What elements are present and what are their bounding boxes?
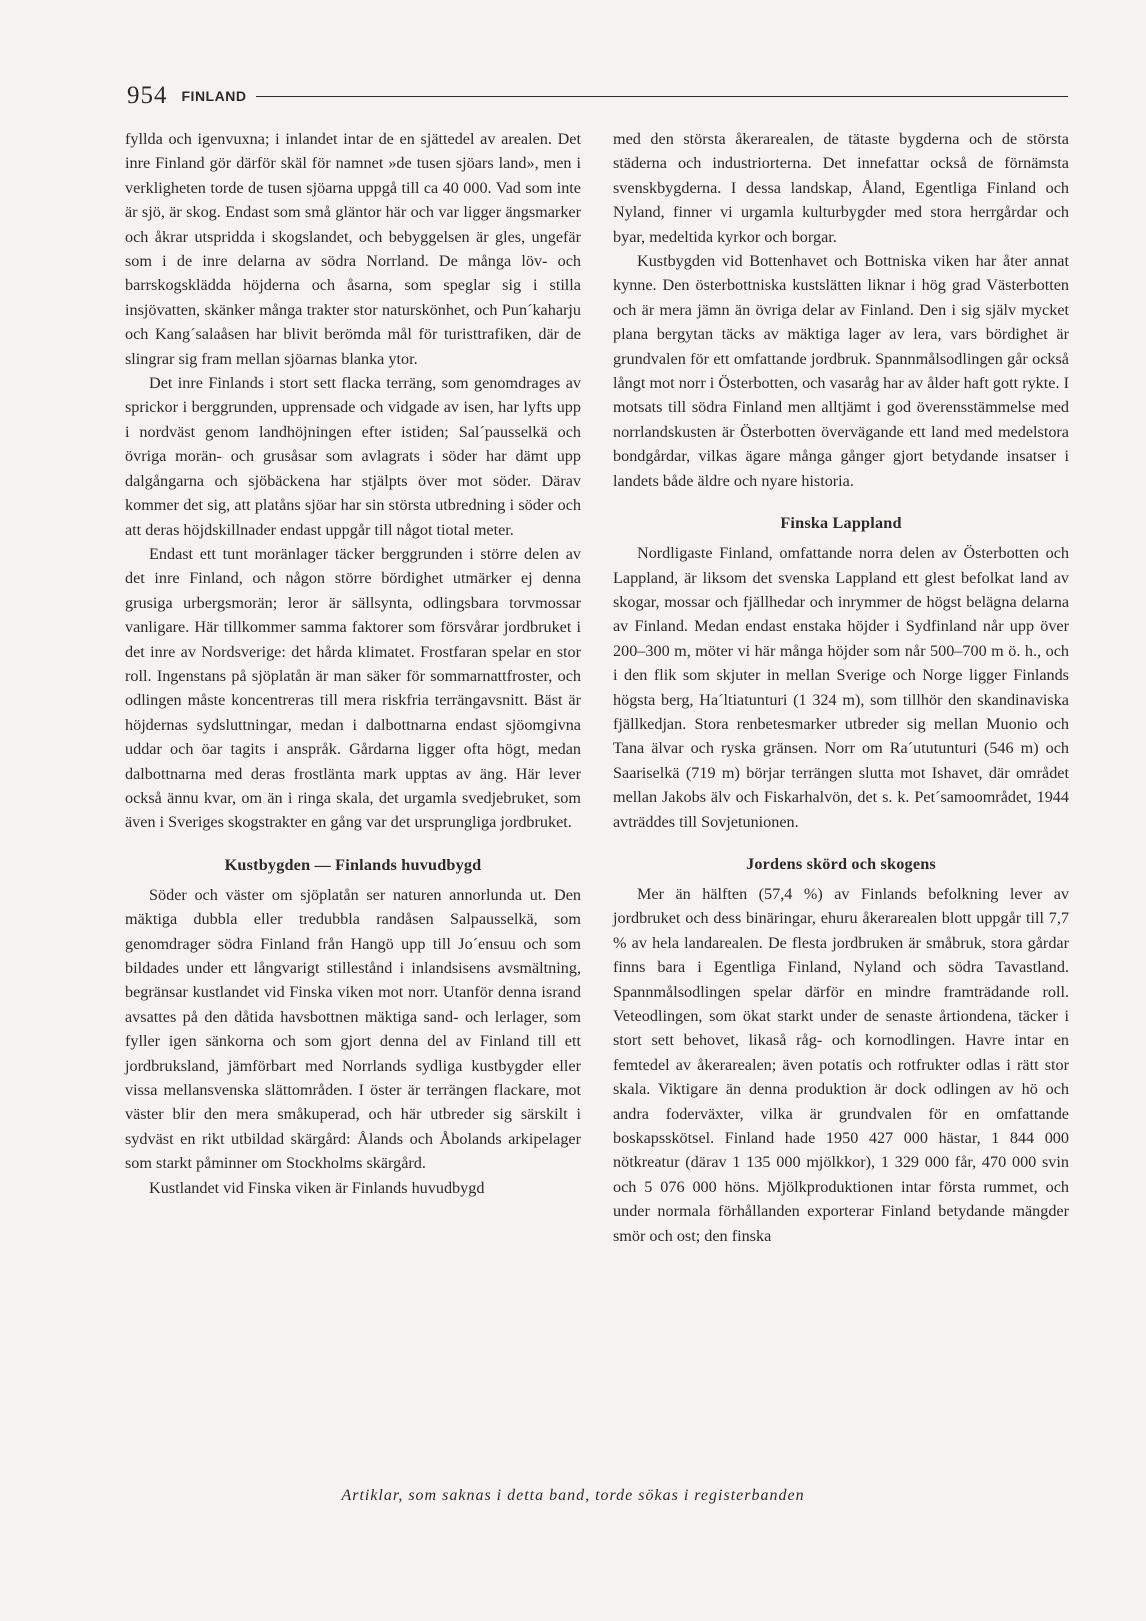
footer-note: Artiklar, som saknas i detta band, torde sökas i registerbanden xyxy=(341,1487,805,1504)
paragraph: med den största åkerarealen, de tätaste bygderna och de största städerna och industriorterna. Det innefattar också de förnämsta svenskbygderna. I dessa landskap, Åland, Egentliga Finland och Nyland, finner vi urgamla kulturbygder med stora herrgårdar och byar, medeltida kyrkor och borgar. xyxy=(613,130,1069,246)
paragraph: Kustbygden vid Bottenhavet och Bottniska viken har åter annat kynne. Den österbottniska kustslätten liknar i hög grad Västerbotten och är mera jämn än övriga delar av Finland. Den i sig själv mycket plana bergytan täcks av mäktiga lager av lera, vars bördighet är grundvalen för ett omfattande jordbruk. Spannmålsodlingen går också långt mot norr i Österbotten, och vasaråg har av ålder haft gott rykte. I motsats till södra Finland men alltjämt i god överensstämmelse med norrlandskusten är Österbotten övervägande ett land med medelstora bondgårdar, vilkas ägare många gånger gjort betydande insatser i landets både äldre och nyare historia. xyxy=(613,252,1069,490)
left-column xyxy=(125,127,581,1200)
paragraph: Endast ett tunt moränlager täcker berggrunden i större delen av det inre Finland, och någon större bördighet utmärker ej denna grusiga urbergsmorän; leror är sällsynta, odlingsbara torvmossar vanligare. Här tillkommer samma faktorer som försvårar jordbruket i det inre av Nordsverige: det hårda klimatet. Frostfaran spelar en stor roll. Ingenstans på sjöplatån är man säker för sommarnattfroster, och odlingen måste koncentreras till mera riskfria terrängavsnitt. Bäst är höjdernas sydsluttningar, medan i dalbottnarna endast sjöomgivna uddar och öar tagits i anspråk. Gårdarna ligger ofta högt, medan dalbottnarna med deras frostlänta mark upptas av äng. Här lever också ännu kvar, om än i ringa skala, det urgamla svedjebruket, som även i Sveriges skogstrakter en gång var det ursprungliga jordbruket. xyxy=(125,544,581,832)
paragraph: Mer än hälften (57,4 %) av Finlands befolkning lever av jordbruket och dess binäringar, ehuru åkerarealen blott uppgår till 7,7 % av hela landarealen. De flesta jordbruken är småbruk, stora gårdar finns bara i Egentliga Finland, Nyland och södra Tavastland. Spannmålsodlingen spelar därför en mindre framträdande roll. Veteodlingen, som ökat starkt under de senaste årtiondena, täcker i stort sett behovet, likaså råg- och kornodlingen. Havre intar en femtedel av åkerarealen; även potatis och rotfrukter odlas i rätt stor skala. Viktigare än denna produktion är dock odlingen av hö och andra foderväxter, vilka är grundvalen för en omfattande boskapsskötsel. Finland hade 1950 427 000 hästar, 1 844 000 nötkreatur (därav 1 135 000 mjölkkor), 1 329 000 får, 470 000 svin och 5 076 000 höns. Mjölkproduktionen intar första rummet, och under normala förhållanden exporterar Finland betydande mängder smör och ost; den finska xyxy=(613,884,1069,1245)
right-column xyxy=(613,127,1069,1248)
section-heading: Kustbygden — Finlands huvudbygd xyxy=(224,855,482,874)
page-header xyxy=(127,74,1068,108)
section-heading: Jordens skörd och skogens xyxy=(746,854,936,873)
paragraph: Söder och väster om sjöplatån ser naturen annorlunda ut. Den mäktiga dubbla eller tredubbla randåsen Salpausselkä, som genomdrager södra Finland från Hangö upp till Jo´ensuu och som bildades under ett långvarigt stillestånd i inlandsisens avsmältning, begränsar kustlandet vid Finska viken mot norr. Utanför denna isrand avsattes på den dåtida havsbottnen mäktiga sand- och lerlager, som fyller igen sänkorna och som gjort denna del av Finland till ett jordbruksland, jämförbart med Norrlands sydliga kustbygder eller vissa mellansvenska slättområden. I öster är terrängen flackare, mot väster blir den mera småkuperad, och här utbreder sig särskilt i sydväst en rikt utbildad skärgård: Ålands och Åbolands arkipelager som starkt påminner om Stockholms skärgård. xyxy=(125,885,581,1173)
paragraph: fyllda och igenvuxna; i inlandet intar de en sjättedel av arealen. Det inre Finland gör därför skäl för namnet »de tusen sjöars land», men i verkligheten torde de tusen sjöarna uppgå till ca 40 000. Vad som inte är sjö, är skog. Endast som små gläntor här och var ligger ängsmarker och åkrar utspridda i skogslandet, och bebyggelsen är gles, ungefär som i de inre delarna av södra Norrland. De många löv- och barrskogsklädda höjderna och åsarna, som speglar sig i stilla insjövatten, skänker många trakter stor naturskönhet, och Pun´kaharju och Kang´salaåsen har blivit berömda mål för turisttrafiken, där de slingrar sig fram mellan sjöarnas blanka ytor. xyxy=(125,130,581,368)
paragraph: Nordligaste Finland, omfattande norra delen av Österbotten och Lappland, är liksom det svenska Lappland ett glest befolkat land av skogar, mossar och fjällhedar och inrymmer de högst belägna delarna av Finland. Medan endast enstaka höjder i Sydfinland når upp över 200–300 m, möter vi här många höjder som når 500–700 m ö. h., och i den flik som skjuter in mellan Sverige och Norge ligger Finlands högsta berg, Ha´ltiatunturi (1 324 m), som tillhör den skandinaviska fjällkedjan. Stora renbetesmarker utbreder sig mellan Muonio och Tana älvar och ryska gränsen. Norr om Ra´ututunturi (546 m) och Saariselkä (719 m) börjar terrängen slutta mot Ishavet, där området mellan Jakobs älv och Fiskarhalvön, det s. k. Pet´samoområdet, 1944 avträddes till Sovjetunionen. xyxy=(613,544,1069,831)
paragraph: Det inre Finlands i stort sett flacka terräng, som genomdrages av sprickor i berggrunden, upprensade och vidgade av isen, har lyfts upp i nordväst genom landhöjningen efter istiden; Sal´pausselkä och övriga morän- och grusåsar som avlagrats i söder har dämt upp dalgångarna och sjöbäckena har stjälpts över mot söder. Därav kommer det sig, att platåns sjöar har sin största utbredning i söder och att deras höjdskillnader endast uppgår till något tiotal meter. xyxy=(125,374,581,539)
header-rule xyxy=(256,96,1068,97)
running-head: FINLAND xyxy=(181,88,247,104)
paragraph: Kustlandet vid Finska viken är Finlands huvudbygd xyxy=(149,1178,485,1197)
page-number: 954 xyxy=(127,82,168,109)
section-heading: Finska Lappland xyxy=(780,514,902,533)
